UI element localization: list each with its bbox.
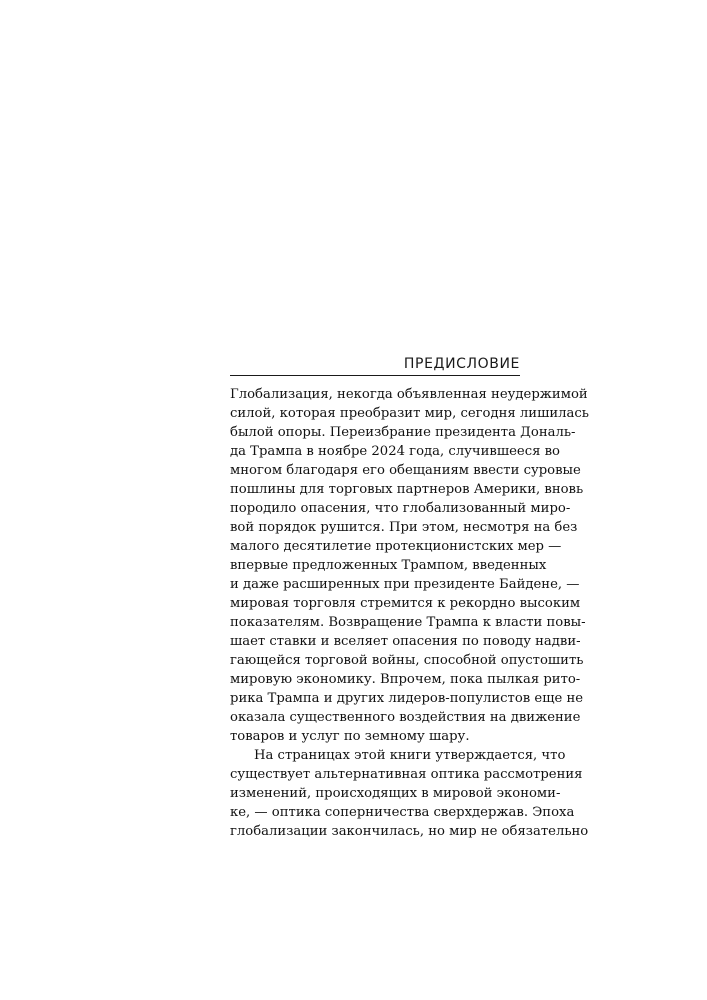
text-line: ке, — оптика соперничества сверхдержав. Эпоха [230,805,575,820]
text-line: породило опасения, что глобализованный миро- [230,501,571,516]
text-line: Глобализация, некогда объявленная неудержимой [230,387,588,402]
text-line: существует альтернативная оптика рассмотрения [230,767,583,782]
text-line: гающейся торговой войны, способной опустошить [230,653,584,668]
header-rule [230,375,520,376]
text-line: На страницах этой книги утверждается, что [254,748,566,763]
text-line: пошлины для торговых партнеров Америки, вновь [230,482,584,497]
text-line: оказала существенного воздействия на движение [230,710,581,725]
text-line: шает ставки и вселяет опасения по поводу надви- [230,634,581,649]
text-line: вой порядок рушится. При этом, несмотря на без [230,520,578,535]
text-line: былой опоры. Переизбрание президента Дональ- [230,425,576,440]
text-line: и даже расширенных при президенте Байдене, — [230,577,580,592]
text-line: малого десятилетие протекционистских мер — [230,539,562,554]
text-line: рика Трампа и других лидеров-популистов еще не [230,691,584,706]
text-line: силой, которая преобразит мир, сегодня лишилась [230,406,589,421]
section-title: ПРЕДИСЛОВИЕ [403,356,520,372]
text-line: показателям. Возвращение Трампа к власти повы- [230,615,586,630]
text-line: мировую экономику. Впрочем, пока пылкая рито- [230,672,581,687]
text-line: впервые предложенных Трампом, введенных [230,558,547,573]
section-header [230,355,520,379]
text-line: многом благодаря его обещаниям ввести суровые [230,463,581,478]
text-line: мировая торговля стремится к рекордно высоким [230,596,581,611]
body-text [230,385,589,841]
text-line: товаров и услуг по земному шару. [230,729,470,744]
text-line: да Трампа в ноябре 2024 года, случившееся во [230,444,560,459]
text-line: изменений, происходящих в мировой экономи- [230,786,561,801]
text-line: глобализации закончилась, но мир не обязательно [230,824,589,839]
